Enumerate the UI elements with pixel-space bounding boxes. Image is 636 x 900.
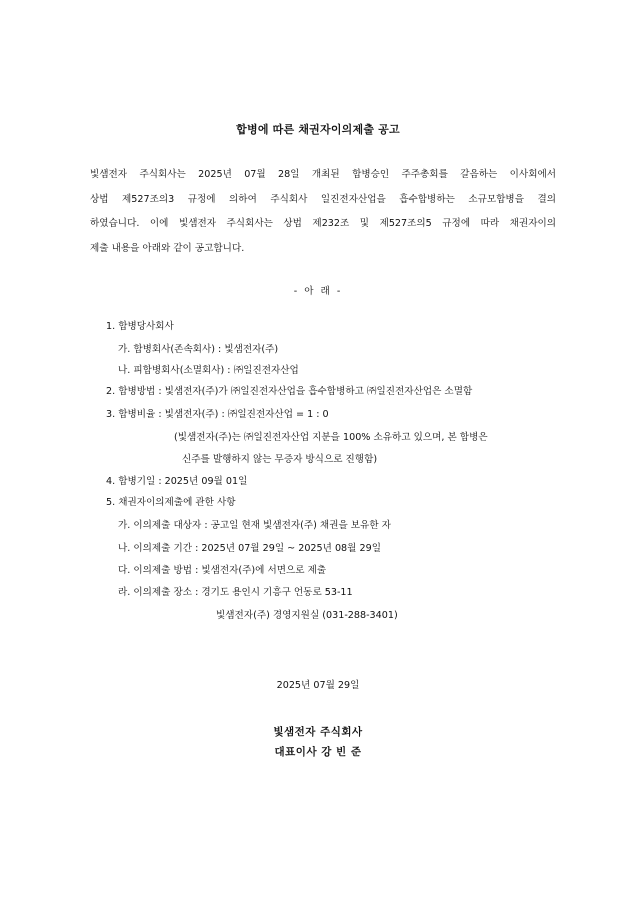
item-merging-parties: 1. 합병당사회사 [106,321,174,332]
item-objection-method: 다. 이의제출 방법 : 빛샘전자(주)에 서면으로 제출 [118,565,327,576]
notice-heading: - 아 래 - [293,286,343,297]
item-objection-place: 라. 이의제출 장소 : 경기도 용인시 기흥구 언동로 53-11 [118,587,353,598]
document-title: 합병에 따른 채권자이의제출 공고 [236,123,400,136]
item-ratio-note: (빛샘전자(주)는 ㈜일진전자산업 지분을 100% 소유하고 있으며, 본 합병은 [174,432,488,443]
notice-date: 2025년 07월 29일 [276,680,360,691]
intro-line: 제출 내용을 아래와 같이 공고합니다. [90,242,245,254]
item-merger-ratio: 3. 합병비율 : 빛샘전자(주) : ㈜일진전자산업 = 1 : 0 [106,409,329,420]
intro-line: 빛샘전자 주식회사는 2025년 07월 28일 개최된 합병승인 주주총회를 갈음하는 이사회에서 [90,169,556,180]
intro-paragraph [90,163,556,261]
ceo-name: 대표이사 강 빈 준 [274,746,362,758]
intro-line: 하였습니다. 이에 빛샘전자 주식회사는 상법 제232조 및 제527조의5 규정에 따라 채권자이의 [90,218,556,230]
item-dissolved-company: 나. 피합병회사(소멸회사) : ㈜일진전자산업 [118,365,299,376]
item-merger-method: 2. 합병방법 : 빛샘전자(주)가 ㈜일진전자산업을 흡수합병하고 ㈜일진전자산업은 소멸함 [106,386,473,397]
item-objection-heading: 5. 채권자이의제출에 관한 사항 [106,497,236,508]
item-surviving-company: 가. 합병회사(존속회사) : 빛샘전자(주) [118,344,279,355]
item-objection-target: 가. 이의제출 대상자 : 공고일 현재 빛샘전자(주) 채권을 보유한 자 [118,520,391,531]
item-ratio-note: 신주를 발행하지 않는 무증자 방식으로 진행함) [182,454,378,465]
company-name: 빛샘전자 주식회사 [273,726,363,738]
item-objection-contact: 빛샘전자(주) 경영지원실 (031-288-3401) [216,610,398,621]
item-merger-date: 4. 합병기일 : 2025년 09월 01일 [106,476,248,487]
item-objection-period: 나. 이의제출 기간 : 2025년 07월 29일 ~ 2025년 08월 29일 [118,543,381,554]
intro-line: 상법 제527조의3 규정에 의하여 주식회사 일진전자산업을 흡수합병하는 소규모합병을 결의 [90,193,556,205]
